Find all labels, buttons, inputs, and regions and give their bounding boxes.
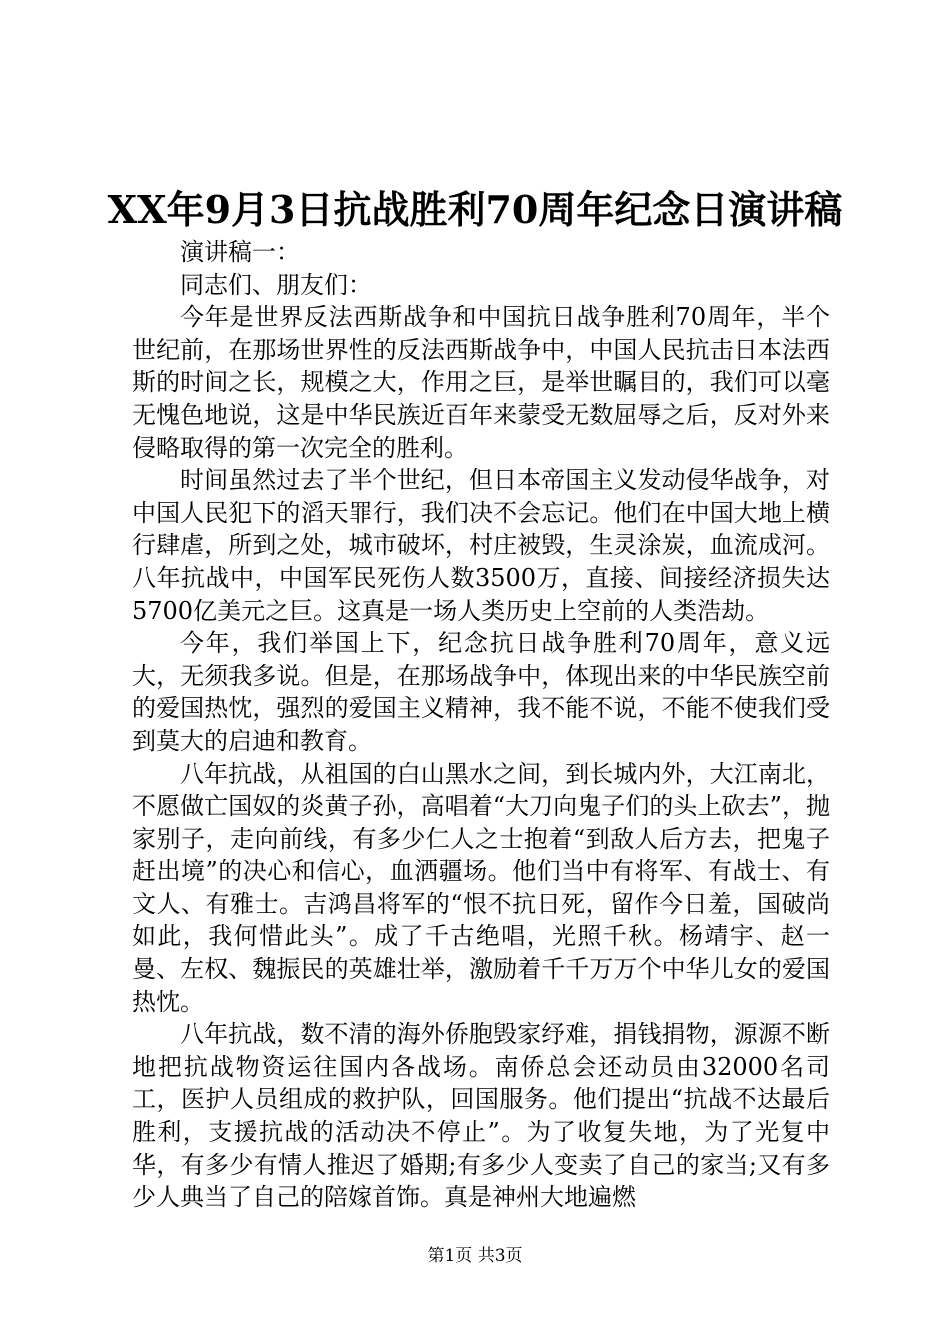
- paragraph: 今年，我们举国上下，纪念抗日战争胜利70周年，意义远大，无须我多说。但是，在那场战争中，体现出来的中华民族空前的爱国热忱，强烈的爱国主义精神，我不能不说，不能不使我们受到莫大的启迪和教育。: [132, 629, 830, 755]
- paragraph-speech-label: 演讲稿一：: [180, 238, 300, 266]
- paragraph-salutation: 同志们、朋友们：: [180, 270, 372, 299]
- paragraph: 今年是世界反法西斯战争和中国抗日战争胜利70周年，半个世纪前，在那场世界性的反法西斯战争中，中国人民抗击日本法西斯的时间之长，规模之大，作用之巨，是举世瞩目的，我们可以毫无愧色地说，这是中华民族近百年来蒙受无数屈辱之后，反对外来侵略取得的第一次完全的胜利。: [132, 303, 830, 462]
- document-title: XX年9月3日抗战胜利70周年纪念日演讲稿: [107, 187, 843, 232]
- paragraph: 八年抗战，从祖国的白山黑水之间，到长城内外，大江南北，不愿做亡国奴的炎黄子孙，高唱着“大刀向鬼子们的头上砍去”，抛家别子，走向前线，有多少仁人之士抱着“到敌人后方去，把鬼子赶出境”的决心和信心，血洒疆场。他们当中有将军、有战士、有文人、有雅士。吉鸿昌将军的“恨不抗日死，留作今日羞，国破尚如此，我何惜此头”。成了千古绝唱，光照千秋。杨靖宇、赵一曼、左权、魏振民的英雄壮举，激励着千千万万个中华儿女的爱国热忱。: [132, 759, 830, 1016]
- paragraph: 时间虽然过去了半个世纪，但日本帝国主义发动侵华战争，对中国人民犯下的滔天罪行，我们决不会忘记。他们在中国大地上横行肆虐，所到之处，城市破坏，村庄被毁，生灵涂炭，血流成河。八年抗战中，中国军民死伤人数3500万，直接、间接经济损失达5700亿美元之巨。这真是一场人类历史上空前的人类浩劫。: [132, 466, 830, 625]
- document-body: [132, 236, 830, 1214]
- paragraph: 八年抗战，数不清的海外侨胞毁家纾难，捐钱捐物，源源不断地把抗战物资运往国内各战场。南侨总会还动员由32000名司工，医护人员组成的救护队，回国服务。他们提出“抗战不达最后胜利，支援抗战的活动决不停止”。为了收复失地，为了光复中华，有多少有情人推迟了婚期;有多少人变卖了自己的家当;又有多少人典当了自己的陪嫁首饰。真是神州大地遍燃: [132, 1020, 830, 1212]
- page-number-footer: 第1页 共3页: [427, 1246, 523, 1266]
